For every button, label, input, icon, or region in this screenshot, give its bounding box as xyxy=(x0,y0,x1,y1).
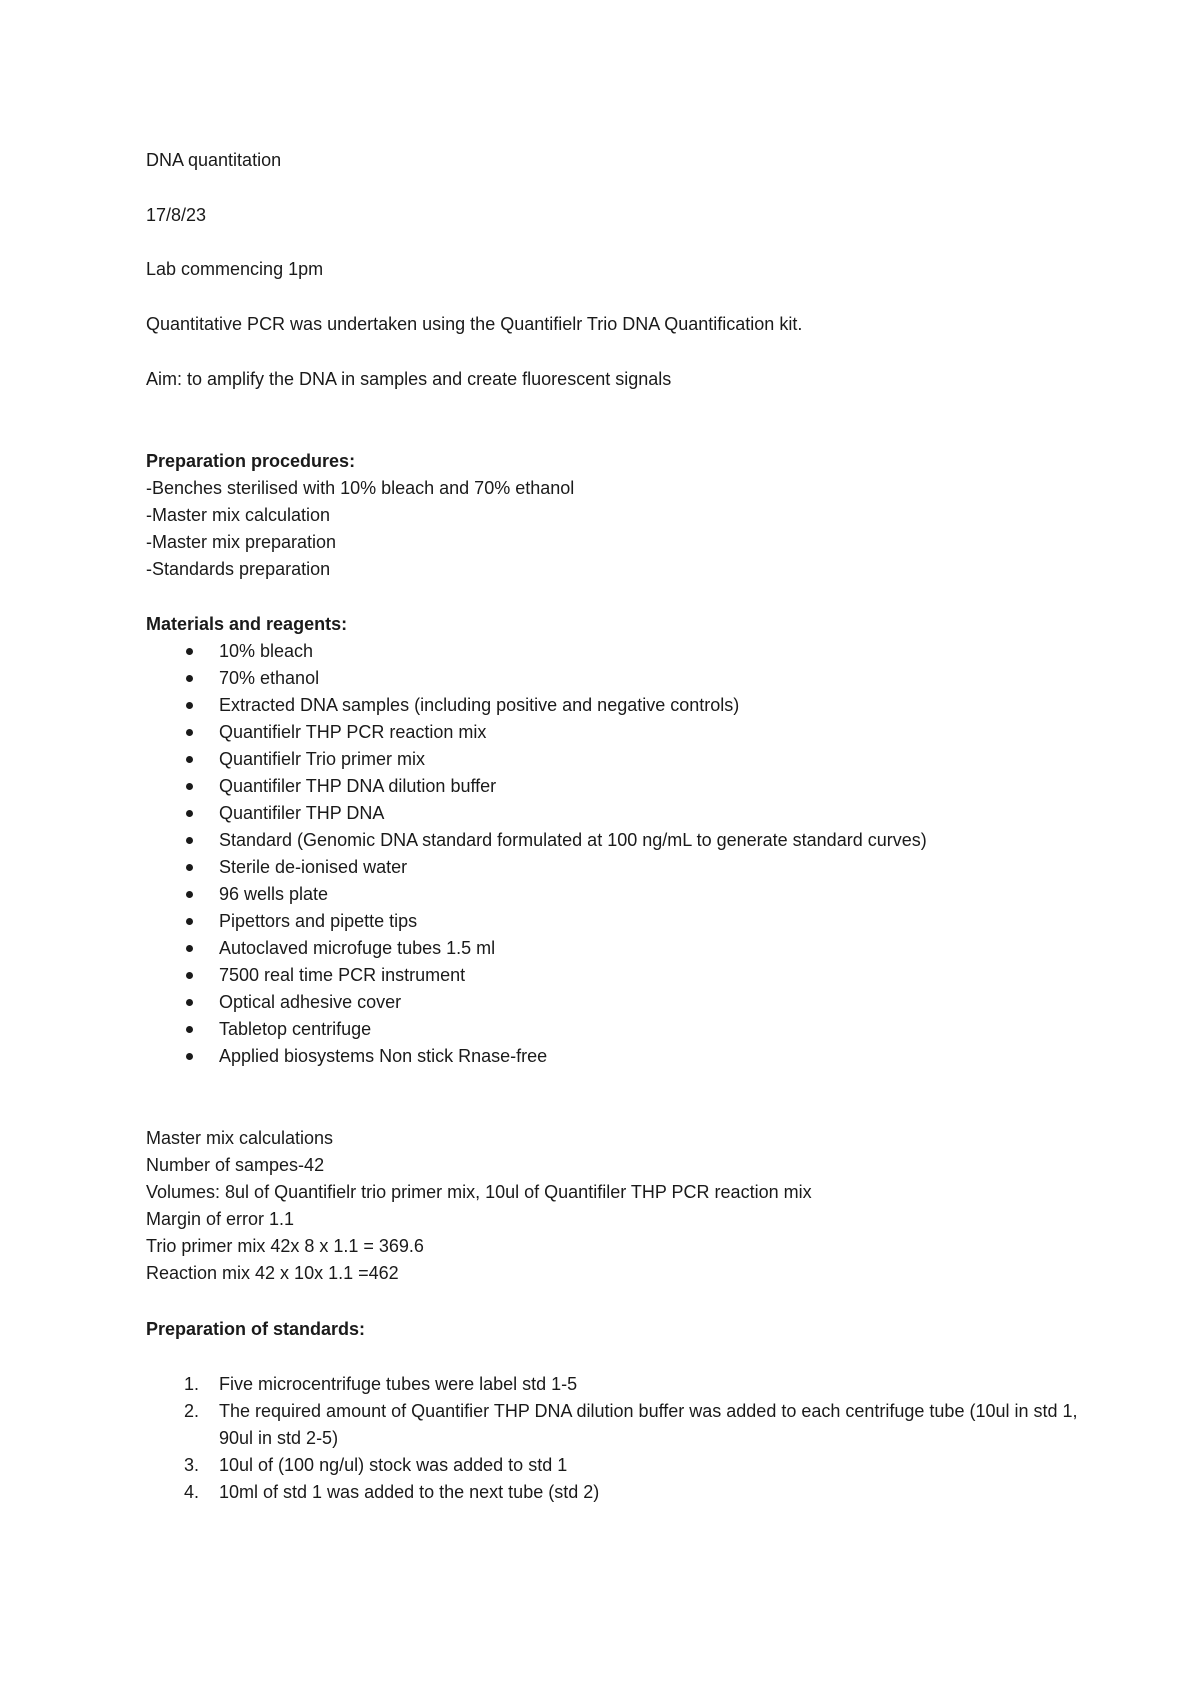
calc-line: Volumes: 8ul of Quantifielr trio primer mix, 10ul of Quantifiler THP PCR reaction mix xyxy=(146,1182,812,1202)
bullet-icon xyxy=(186,1026,193,1033)
bullet-icon xyxy=(186,1053,193,1060)
bullet-icon xyxy=(186,864,193,871)
calc-heading: Master mix calculations xyxy=(146,1128,334,1148)
bullet-icon xyxy=(186,972,193,979)
calc-line: Reaction mix 42 x 10x 1.1 =462 xyxy=(146,1263,399,1283)
preparation-heading: Preparation procedures: xyxy=(146,451,356,471)
document-date: 17/8/23 xyxy=(146,205,207,225)
calc-line: Margin of error 1.1 xyxy=(146,1209,295,1229)
standards-heading: Preparation of standards: xyxy=(146,1319,366,1339)
preparation-item: -Master mix calculation xyxy=(146,505,331,525)
bullet-icon xyxy=(186,945,193,952)
document-title: DNA quantitation xyxy=(146,150,282,170)
bullet-icon xyxy=(186,837,193,844)
aim-paragraph: Aim: to amplify the DNA in samples and create fluorescent signals xyxy=(146,369,672,389)
materials-heading: Materials and reagents: xyxy=(146,614,348,634)
intro-paragraph: Quantitative PCR was undertaken using the Quantifielr Trio DNA Quantification kit. xyxy=(146,314,803,334)
bullet-icon xyxy=(186,783,193,790)
lab-start-text: Lab commencing 1pm xyxy=(146,259,324,279)
calc-line: Trio primer mix 42x 8 x 1.1 = 369.6 xyxy=(146,1236,424,1256)
bullet-icon xyxy=(186,648,193,655)
preparation-item: -Standards preparation xyxy=(146,559,331,579)
bullet-icon xyxy=(186,675,193,682)
bullet-icon xyxy=(186,702,193,709)
preparation-item: -Master mix preparation xyxy=(146,532,337,552)
bullet-icon xyxy=(186,999,193,1006)
bullet-icon xyxy=(186,756,193,763)
bullet-icon xyxy=(186,891,193,898)
bullet-icon xyxy=(186,729,193,736)
preparation-item: -Benches sterilised with 10% bleach and 70% ethanol xyxy=(146,478,575,498)
bullet-icon xyxy=(186,918,193,925)
calc-line: Number of sampes-42 xyxy=(146,1155,325,1175)
bullet-icon xyxy=(186,810,193,817)
